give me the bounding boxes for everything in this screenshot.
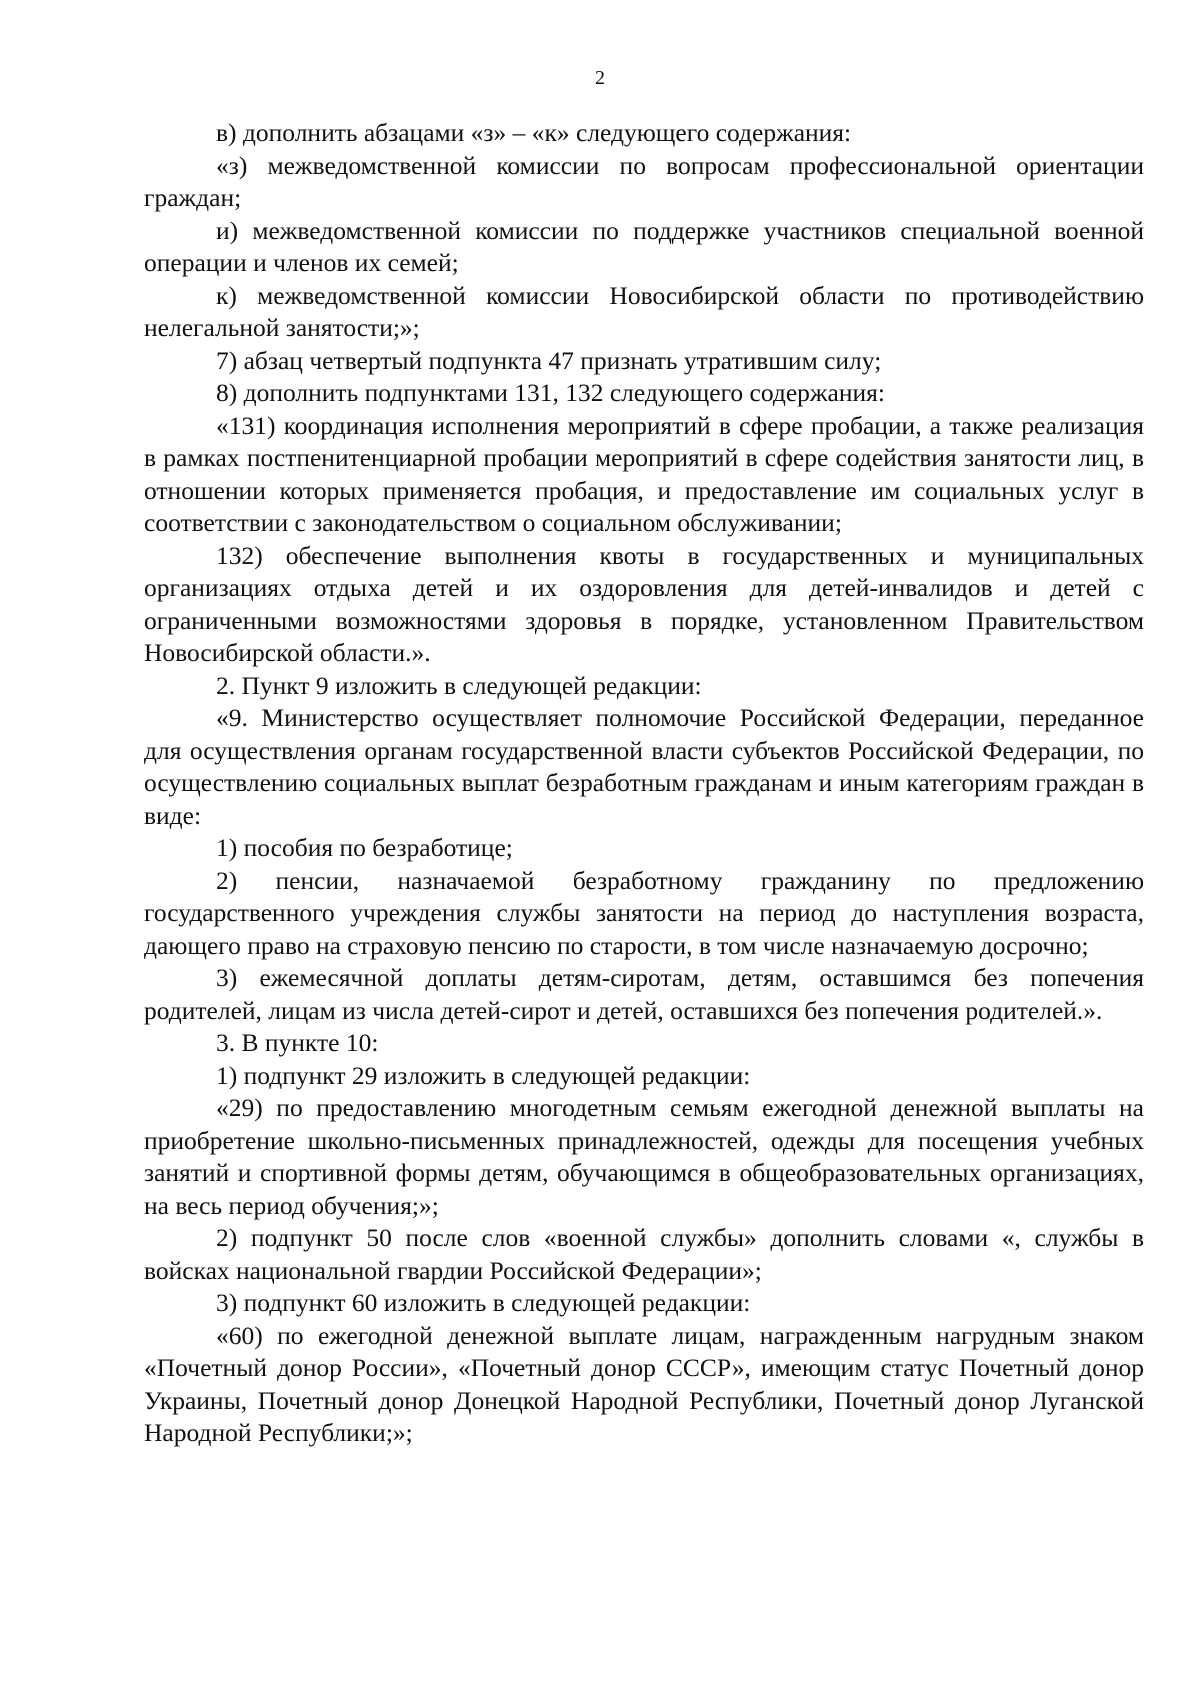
document-body: [144, 117, 1144, 1450]
paragraph: «з) межведомственной комиссии по вопросам профессиональной ориентации граждан;: [144, 150, 1144, 212]
paragraph: 132) обеспечение выполнения квоты в государственных и муниципальных организациях отдыха детей и их оздоровления для детей-инвалидов и детей с ограниченными возможностями здоровья в порядке, установленном Правительством Новосибирской области.».: [144, 540, 1144, 667]
paragraph: 3) ежемесячной доплаты детям-сиротам, детям, оставшимся без попечения родителей, лицам из числа детей-сирот и детей, оставшихся без попечения родителей.».: [144, 963, 1144, 1025]
paragraph: 3) подпункт 60 изложить в следующей редакции:: [216, 1288, 751, 1317]
paragraph: 1) подпункт 29 изложить в следующей редакции:: [216, 1060, 751, 1090]
paragraph: в) дополнить абзацами «з» – «к» следующего содержания:: [216, 118, 852, 147]
paragraph: к) межведомственной комиссии Новосибирской области по противодействию нелегальной занятости;»;: [144, 280, 1144, 342]
paragraph: «9. Министерство осуществляет полномочие Российской Федерации, переданное для осуществления органам государственной власти субъектов Российской Федерации, по осуществлению социальных выплат безработным гражданам и иным категориям граждан в виде:: [144, 703, 1144, 830]
paragraph: 2) подпункт 50 после слов «военной службы» дополнить словами «, службы в войсках национальной гвардии Российской Федерации»;: [144, 1223, 1144, 1285]
page-number: 2: [595, 67, 605, 89]
paragraph: «131) координация исполнения мероприятий в сфере пробации, а также реализация в рамках постпенитенциарной пробации мероприятий в сфере содействия занятости лиц, в отношении которых применяется пробация, и предоставление им социальных услуг в соответствии с законодательством о социальном обслуживании;: [144, 410, 1144, 537]
paragraph: 1) пособия по безработице;: [216, 833, 513, 862]
paragraph: «29) по предоставлению многодетным семьям ежегодной денежной выплаты на приобретение школьно-письменных принадлежностей, одежды для посещения учебных занятий и спортивной формы детям, обучающимся в общеобразовательных организациях, на весь период обучения;»;: [144, 1093, 1144, 1220]
paragraph: «60) по ежегодной денежной выплате лицам, награжденным нагрудным знаком «Почетный донор России», «Почетный донор СССР», имеющим статус Почетный донор Украины, Почетный донор Донецкой Народной Республики, Почетный донор Луганской Народной Республики;»;: [144, 1320, 1144, 1447]
paragraph: 8) дополнить подпунктами 131, 132 следующего содержания:: [216, 378, 885, 407]
paragraph: 2) пенсии, назначаемой безработному гражданину по предложению государственного учреждения службы занятости на период до наступления возраста, дающего право на страховую пенсию по старости, в том числе назначаемую досрочно;: [144, 865, 1144, 960]
paragraph: 7) абзац четвертый подпункта 47 признать утратившим силу;: [216, 345, 882, 375]
paragraph: 3. В пункте 10:: [216, 1028, 379, 1057]
paragraph: и) межведомственной комиссии по поддержке участников специальной военной операции и членов их семей;: [144, 215, 1144, 277]
paragraph: 2. Пункт 9 изложить в следующей редакции:: [216, 670, 702, 700]
